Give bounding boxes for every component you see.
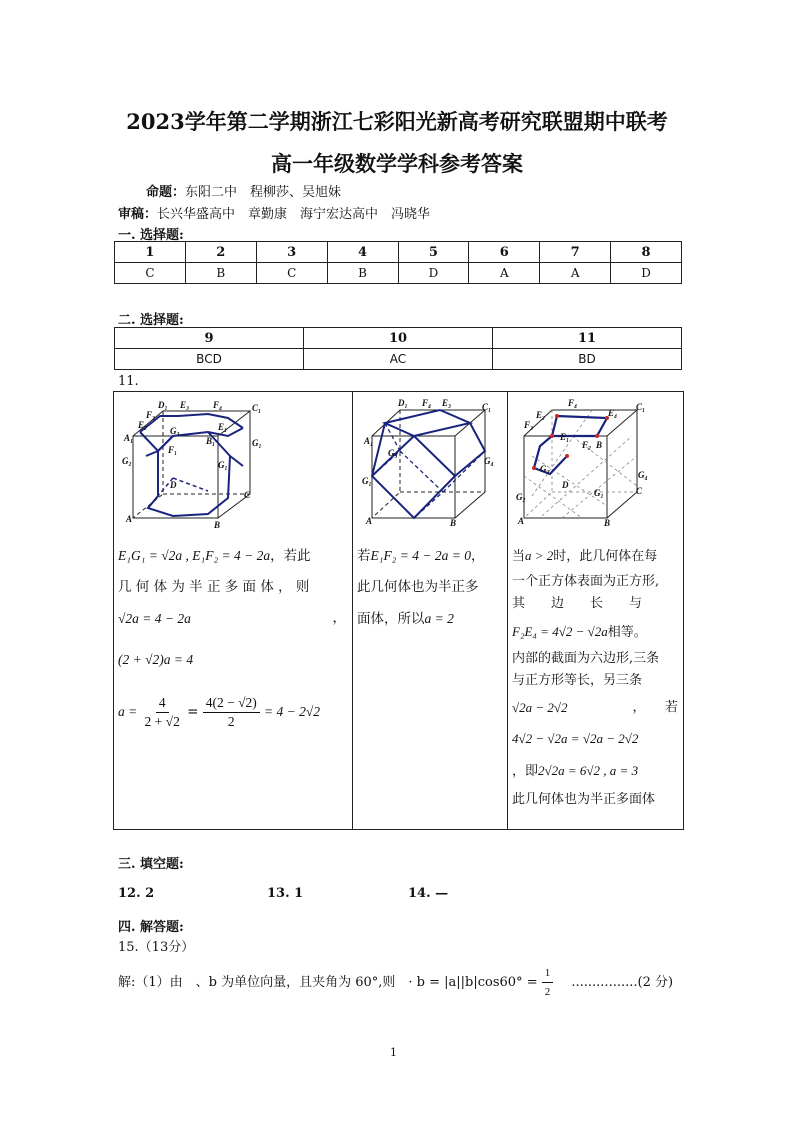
text: ， — [332, 610, 346, 626]
fill-answer-12: 12. 2 — [118, 886, 155, 901]
fraction-equation: a = $\frac{4}{2 + √2}$ = $\frac{4(2 - √2)}{2}$ = 4 − 2√2 — [118, 695, 321, 729]
table-cell: A — [540, 263, 611, 284]
q11-column1-text — [118, 540, 346, 731]
polyhedron-figure-1 — [118, 396, 268, 528]
vertex-label: G₂ — [516, 492, 526, 502]
q15-label: 15.（13分） — [118, 940, 195, 955]
vertex-label: E₁ — [560, 432, 570, 442]
score-note: ................(2 分) — [571, 975, 674, 990]
vertex-label: G₃ — [388, 448, 398, 458]
vertex-label: G₂ — [122, 456, 132, 466]
polyhedron-figure-3 — [512, 396, 672, 528]
vertex-label: C — [244, 490, 251, 500]
text: 几 何 体 为 半 正 多 面 体 ， 则 — [118, 579, 310, 595]
text: 其 边 长 与 — [512, 596, 643, 611]
reviewers: 长兴华盛高中 章勤康 海宁宏达高中 冯晓华 — [157, 207, 431, 222]
section3-heading: 三. 填空题: — [118, 857, 184, 872]
q11-column3-text — [512, 540, 678, 813]
vertex-label: B — [604, 518, 611, 528]
vertex-label: F₄ — [568, 398, 578, 408]
text: 一个正方体表面为正方形, — [512, 574, 660, 589]
text: 此几何体也为半正多面体 — [512, 792, 656, 807]
vertex-label: F₄ — [213, 400, 223, 410]
vertex-label: B₁ — [206, 436, 216, 446]
formula: (2 + √2)a = 4 — [118, 652, 194, 667]
vertex-label: E₂ — [536, 410, 546, 420]
table-cell: D — [611, 263, 682, 284]
vertex-label: G₄ — [638, 470, 648, 480]
vertex-label: C — [636, 486, 643, 496]
text: 时，此几何体在每 — [553, 549, 658, 564]
text: 此几何体也为半正多 — [357, 579, 479, 595]
text: ，即 — [512, 764, 539, 779]
vertex-label: A₁ — [124, 433, 134, 443]
text: 面体，所以 — [357, 611, 425, 627]
vertex-label: A₁ — [364, 436, 374, 446]
table-cell: 2 — [185, 242, 256, 263]
table-cell: C — [115, 263, 186, 284]
vertex-label: D₁ — [398, 398, 408, 408]
document-title: 2023学年第二学期浙江七彩阳光新高考研究联盟期中联考 — [126, 109, 668, 134]
table-cell: BD — [493, 349, 682, 370]
table-cell: 1 — [115, 242, 186, 263]
formula: E₁F₂ = 4 − 2a = 0 — [370, 548, 471, 563]
reviewers-label: 审稿： — [118, 207, 158, 222]
vertex-label: G₁ — [594, 488, 604, 498]
text: ， — [470, 548, 485, 564]
formula: 4√2 − √2a = √2a − 2√2 — [512, 731, 639, 746]
authors-line — [146, 181, 341, 200]
formula: E₁G₁ = √2a , E₁F₂ = 4 − 2a — [118, 548, 271, 563]
table-cell: 9 — [115, 328, 304, 349]
fraction-numerator: 1 — [542, 964, 554, 983]
fill-answer-14: 14. — — [408, 886, 449, 901]
vertex-label: D₁ — [158, 400, 168, 410]
document-subtitle: 高一年级数学学科参考答案 — [271, 151, 523, 176]
vertex-label: F₁ — [168, 445, 178, 455]
table-cell: 8 — [611, 242, 682, 263]
vertex-label: F₄ — [422, 398, 432, 408]
table-cell: D — [398, 263, 469, 284]
vertex-label: A — [366, 516, 373, 526]
section2-answer-table — [114, 327, 682, 370]
vertex-label: E₃ — [180, 400, 190, 410]
authors: 东阳二中 程柳莎、吴旭妹 — [185, 185, 342, 200]
polyhedron-figure-2 — [360, 396, 500, 528]
formula: a = — [118, 704, 138, 719]
formula: √2a − 2√2 — [512, 700, 568, 715]
column-divider — [352, 392, 353, 829]
formula: = 4 − 2√2 — [264, 704, 321, 719]
table-cell: 11 — [493, 328, 682, 349]
table-cell: B — [327, 263, 398, 284]
fill-answer-13: 13. 1 — [267, 886, 304, 901]
q11-label: 11. — [118, 374, 139, 389]
table-cell: 10 — [304, 328, 493, 349]
reviewers-line — [118, 203, 430, 222]
table-cell: AC — [304, 349, 493, 370]
table-cell: B — [185, 263, 256, 284]
fraction-denominator: 2 — [227, 714, 235, 729]
formula: F₂E₄ = 4√2 − √2a — [512, 624, 608, 639]
vertex-label: G₃ — [540, 464, 550, 474]
table-cell: 5 — [398, 242, 469, 263]
text: 相等。 — [607, 625, 647, 640]
vertex-label: F₃ — [524, 420, 534, 430]
authors-label: 命题： — [146, 185, 186, 200]
text: 当 — [512, 549, 526, 564]
table-cell: BCD — [115, 349, 304, 370]
vertex-label: E₂ — [138, 420, 148, 430]
vertex-label: G₁ — [218, 460, 228, 470]
vertex-label: E₄ — [608, 408, 618, 418]
vertex-label: C₁ — [252, 403, 262, 413]
vertex-label: D — [170, 480, 177, 490]
column-divider — [507, 392, 508, 829]
formula: 2√2a = 6√2 , a = 3 — [538, 763, 639, 778]
fraction-numerator: 4 — [156, 694, 169, 713]
fraction-numerator: 4(2 − √2) — [203, 694, 260, 713]
vertex-label: C₁ — [482, 402, 492, 412]
q15-solution-line — [118, 964, 673, 1001]
text: ， 若 — [632, 700, 678, 715]
vertex-label: C₁ — [636, 402, 646, 412]
section4-heading: 四. 解答题: — [118, 920, 184, 935]
section2-heading: 二. 选择题: — [118, 313, 184, 328]
vertex-label: B — [214, 520, 221, 528]
vertex-label: B — [596, 440, 603, 450]
vertex-label: A — [518, 516, 525, 526]
vertex-label: G₁ — [252, 438, 262, 448]
vertex-label: G₄ — [484, 456, 494, 466]
table-cell: 6 — [469, 242, 540, 263]
vertex-label: F₃ — [146, 410, 156, 420]
vertex-label: E₃ — [442, 398, 452, 408]
section1-answer-table — [114, 241, 682, 284]
table-cell: 4 — [327, 242, 398, 263]
vertex-label: E₁ — [218, 422, 228, 432]
fraction-denominator: 2 + √2 — [144, 714, 180, 729]
text: 解:（1）由 、b 为单位向量，且夹角为 60°,则 · b = |a||b|cos60° = — [118, 975, 538, 990]
formula: a = 2 — [424, 611, 454, 626]
text: 若 — [357, 548, 371, 564]
page-number: 1 — [390, 1046, 397, 1059]
vertex-label: D — [562, 480, 569, 490]
fraction-denominator: 2 — [544, 986, 551, 998]
vertex-label: A — [126, 514, 133, 524]
text: 与正方形等长，另三条 — [512, 673, 643, 688]
vertex-label: G₁ — [362, 476, 372, 486]
vertex-label: G₃ — [170, 426, 180, 436]
text: ，若此 — [270, 548, 311, 564]
q11-column2-text — [357, 540, 499, 635]
table-cell: C — [256, 263, 327, 284]
section1-heading: 一. 选择题: — [118, 228, 184, 243]
formula: √2a = 4 − 2a — [118, 611, 191, 626]
table-cell: 3 — [256, 242, 327, 263]
table-cell: 7 — [540, 242, 611, 263]
text: 内部的截面为六边形,三条 — [512, 651, 660, 666]
vertex-label: B — [450, 518, 457, 528]
table-cell: A — [469, 263, 540, 284]
formula: a > 2 — [525, 548, 554, 563]
vertex-label: F₂ — [582, 440, 592, 450]
